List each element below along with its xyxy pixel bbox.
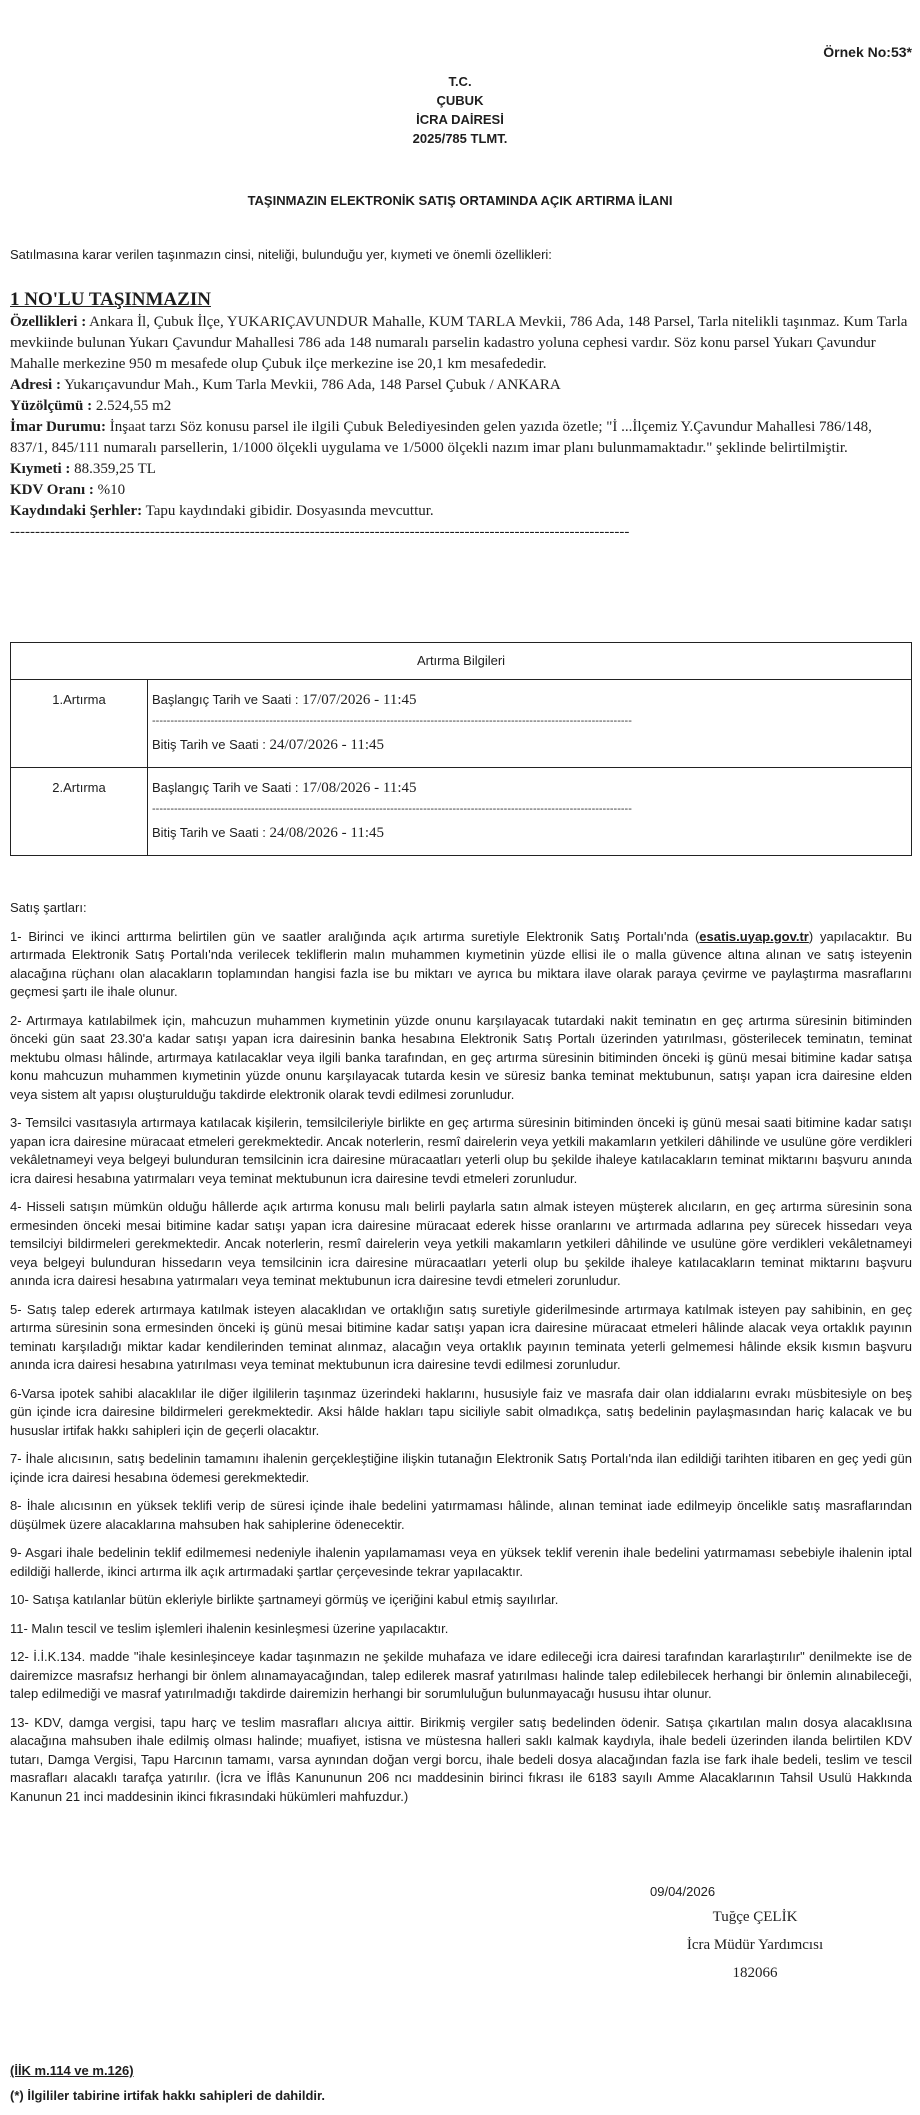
auction-start-value: 17/07/2026 - 11:45	[302, 692, 417, 708]
auction-end-label: Bitiş Tarih ve Saati :	[152, 825, 266, 840]
property-zoning	[10, 417, 912, 459]
footer-notes	[10, 2058, 325, 2108]
esatis-link[interactable]: esatis.uyap.gov.tr	[699, 928, 809, 944]
auction-info-table	[10, 642, 912, 856]
signer-id: 182066	[732, 1965, 778, 1981]
zoning-value: İnşaat tarzı Söz konusu parsel ile ilgili Çubuk Belediyesinden gelen yazıda özetle; "İ ...İlçemiz Y.Çavundur Mahallesi 786/148, 837/1, 845/111 numaralı parsellerin, 1/1000 ölçekli uygulama ve 1/5000 ölçekli nazım imar planı bulunmamaktadır." şeklinde belirtilmiştir.	[10, 419, 872, 456]
header-line-city: ÇUBUK	[436, 93, 484, 108]
law-reference: (İİK m.114 ve m.126)	[10, 2063, 134, 2078]
address-label: Adresi :	[10, 377, 61, 393]
condition-item: 7- İhale alıcısının, satış bedelinin tamamını ihalenin gerçekleştiğine ilişkin tutanağın Elektronik Satış Portalı'nda ilan edildiği tarihten itibaren en geç yedi gün içinde icra dairesi hesabına ödemesi gerekmektedir.	[10, 1451, 912, 1485]
auction-end-value: 24/08/2026 - 11:45	[269, 825, 384, 841]
sale-conditions-heading: Satış şartları:	[10, 900, 87, 915]
header-line-tc: T.C.	[448, 74, 472, 89]
property-annotations	[10, 501, 912, 522]
sale-conditions	[10, 899, 912, 1816]
auction-separator: -----------------------------------------------------------------------------------------------------------------------------------	[152, 715, 632, 727]
auction-row-label: 1.Artırma	[11, 680, 148, 768]
auction-row-1	[11, 680, 912, 768]
ornek-no: Örnek No:53*	[823, 44, 912, 60]
annotations-value: Tapu kaydındaki gibidir. Dosyasında mevcuttur.	[145, 503, 434, 519]
condition-item: 2- Artırmaya katılabilmek için, mahcuzun muhammen kıymetinin yüzde onunu karşılayacak tutardaki nakit teminatın en geç artırma süresinin bitiminden önceki gün saat 23.30'a kadar satışı yapan icra dairesinin banka hesabına Elektronik Satış Portalı üzerinden yatırılması, gösterilecek teminatın, teminat mektubu olması hâlinde, artırmaya katılacaklar veya ilgili banka tarafından, en geç artırma süresinin bitiminden önceki iş günü mesai bitimine kadar satışa konu mahcuzun muhammen kıymetinin yüzde onunu karşılayacak tutarda kesin ve süresiz banka teminat mektubunun, satışı yapan icra dairesine elden veya sistem alt yapısı oluşturulduğu takdirde elektronik olarak tevdi edilmesi zorunludur.	[10, 1012, 912, 1102]
condition-item	[10, 928, 912, 1002]
auction-end-value: 24/07/2026 - 11:45	[269, 737, 384, 753]
signer-name: Tuğçe ÇELİK	[712, 1909, 798, 1925]
value-amount: 88.359,25 TL	[74, 461, 156, 477]
auction-row-detail	[148, 768, 912, 856]
condition-item: 5- Satış talep ederek artırmaya katılmak isteyen alacaklıdan ve ortaklığın satış suretiyle giderilmesinde artırmaya katılmak isteyen pay sahibinin, en geç artırma süresinin sona ermesinden önceki iş günü mesai bitimine kadar satışı yapan icra dairesine müracaat etmeleri hâlinde alacak veya ortaklık payının teminatı karşıladığı miktar kadar kendilerinden teminat alınmaz, alacağın veya ortaklık payının teminata yeterli gelmemesi hâlinde eksik kısmın başvuru anında icra dairesi hesabına yatırılması veya teminat mektubunun icra dairesine tevdi edilmesi zorunludur.	[10, 1301, 912, 1372]
condition-item: 4- Hisseli satışın mümkün olduğu hâllerde açık artırma konusu malı belirli paylarla satın almak isteyen müşterek alıcıların, en geç artırma süresinin sona ermesinden önceki mesai bitimine kadar satışı yapan icra dairesine müracaat ederek hisse oranlarını ve artırmada adlarına pey sürecek hissedarı veya temsilciyi bildirmeleri gerekmektedir. Ancak noterlerin, resmî dairelerin veya yetkili makamların yetkileri dâhilinde ve usulüne göre verdikleri vekâletnameyi veya belgeyi bulunduran hissedarın veya temsilcinin icra dairesine müracaatları yeterli olup bu şekilde ihaleye katılacakların teminat miktarını başvuru anında icra dairesi hesabına yatırmaları veya teminat mektubunun icra dairesine tevdi etmeleri zorunludur.	[10, 1199, 912, 1288]
ilan-title: TAŞINMAZIN ELEKTRONİK SATIŞ ORTAMINDA AÇIK ARTIRMA İLANI	[247, 193, 673, 208]
property-value	[10, 459, 912, 480]
property-vat	[10, 480, 912, 501]
vat-value: %10	[97, 482, 126, 498]
auction-start	[152, 780, 907, 798]
property-area	[10, 396, 912, 417]
features-value: Ankara İl, Çubuk İlçe, YUKARIÇAVUNDUR Mahalle, KUM TARLA Mevkii, 786 Ada, 148 Parsel, Tarla nitelikli taşınmaz. Kum Tarla mevkiinde bulunan Yukarı Çavundur Mahallesi 786 ada 148 numaralı parselin kadastro yoluna cephesi vardır. Söz konu parsel Yukarı Çavundur Mahalle merkezine 950 m mesafede olup Çubuk ilçe merkezine ise 20,1 km mesafededir.	[10, 314, 908, 372]
auction-start-value: 17/08/2026 - 11:45	[302, 780, 417, 796]
auction-end	[152, 737, 907, 755]
condition-1-pre: 1- Birinci ve ikinci arttırma belirtilen gün ve saatler aralığında açık artırma suretiyle Elektronik Satış Portalı'nda (	[10, 928, 700, 944]
auction-row-2	[11, 768, 912, 856]
condition-1-post: ) yapılacaktır. Bu artırmada Elektronik Satış Portalı'nda verilecek tekliflerin malın muhammen kıymetinin yüzde ellisi ile o malla güvence altına alınan ve satış isteyenin alacağına rüçhanı olan alacakların toplamından hangisi fazla ise bu miktarı ve ayrıca bu miktara ilave olarak paraya çevirme ve paylaştırma masraflarını geçmesi şartı ile ihale olunur.	[10, 928, 912, 999]
condition-item: 11- Malın tescil ve teslim işlemleri ihalenin kesinleşmesi üzerine yapılacaktır.	[10, 1620, 449, 1636]
property-features	[10, 312, 912, 375]
address-value: Yukarıçavundur Mah., Kum Tarla Mevkii, 786 Ada, 148 Parsel Çubuk / ANKARA	[64, 377, 561, 393]
condition-item: 9- Asgari ihale bedelinin teklif edilmemesi nedeniyle ihalenin yapılamaması veya en yüksek teklif verenin ihale bedelini yatırmaması sebebiyle ihalenin iptal edildiği hallerde, ikinci artırma ilk açık artırmadaki şartlar çerçevesinde tekrar yapılacaktır.	[10, 1545, 912, 1579]
annotations-label: Kaydındaki Şerhler:	[10, 503, 143, 519]
intro-text: Satılmasına karar verilen taşınmazın cinsi, niteliği, bulunduğu yer, kıymeti ve önemli özellikleri:	[10, 247, 552, 262]
auction-end-label: Bitiş Tarih ve Saati :	[152, 737, 266, 752]
property-section	[10, 288, 912, 543]
auction-table-caption: Artırma Bilgileri	[11, 643, 912, 680]
condition-item: 10- Satışa katılanlar bütün ekleriyle birlikte şartnameyi görmüş ve içeriğini kabul etmiş sayılırlar.	[10, 1592, 559, 1607]
document-header	[0, 72, 920, 148]
signer-title: İcra Müdür Yardımcısı	[686, 1937, 824, 1953]
signature-block	[600, 1881, 910, 1987]
condition-item: 8- İhale alıcısının en yüksek teklifi verip de süresi içinde ihale bedelini yatırmaması hâlinde, alınan teminat iade edilmeyip öncelikle satış masraflarından düşülmek üzere alacaklarına mahsuben hak sahiplerine ödenecektir.	[10, 1498, 912, 1532]
condition-item: 12- İ.İ.K.134. madde "ihale kesinleşinceye kadar taşınmazın ne şekilde muhafaza ve idare edileceği icra dairesi tarafından kararlaştırılır" denilmekte ise de dairemizce masrafsız herhangi bir önlem alınamayacağından, talep edilerek masraf yatırılması halinde talep edilebilecek herhangi bir önlemin alınabileceği, talep edilmediği ve masraf yatırılmadığı takdirde dairemizin herhangi bir sorumluluğun bulunmayacağı hususu ihtar olunur.	[10, 1649, 912, 1701]
auction-end	[152, 825, 907, 843]
sign-date: 09/04/2026	[650, 1884, 716, 1899]
auction-row-detail	[148, 680, 912, 768]
auction-start	[152, 692, 907, 710]
condition-item: 3- Temsilci vasıtasıyla artırmaya katılacak kişilerin, temsilcileriyle birlikte en geç artırma süresinin bitiminden önceki iş günü mesai saati bitimine kadar satışı yapan icra dairesine müracaat etmeleri gerekmektedir. Ancak noterlerin, resmî dairelerin veya yetkili makamların yetkileri dâhilinde ve usulüne göre verdikleri vekâletnameyi veya belgeyi bulunduran temsilcinin icra dairesine müracaatları yeterli olup bu şekilde ihaleye katılacakların teminat miktarını başvuru anında icra dairesi hesabına yatırmaları veya teminat mektubunun icra dairesine tevdi etmeleri zorunludur.	[10, 1115, 912, 1186]
condition-item: 6-Varsa ipotek sahibi alacaklılar ile diğer ilgililerin taşınmaz üzerindeki haklarını, hususiyle faiz ve masrafa dair olan iddialarını evrakı müsbitesiyle on beş gün içinde icra dairesine bildirmeleri gerekmektedir. Aksi hâlde hakları tapu siciliyle sabit olmadıkça, satış bedelinin paylaşmasından hariç kalacak ve bu hususlar irtifak hakkı sahipleri için de geçerli olacaktır.	[10, 1385, 912, 1438]
area-value: 2.524,55 m2	[95, 398, 172, 414]
features-label: Özellikleri :	[10, 314, 87, 330]
auction-start-label: Başlangıç Tarih ve Saati :	[152, 692, 299, 707]
property-title: 1 NO'LU TAŞINMAZIN	[10, 289, 211, 310]
property-address	[10, 375, 912, 396]
condition-item: 13- KDV, damga vergisi, tapu harç ve teslim masrafları alıcıya aittir. Birikmiş vergiler satış bedelinden ödenir. Satışa çıkartılan malın dosya alacaklısına alacağına mahsuben ihale edilmiş olması halinde; muafiyet, istisna ve müstesna halleri saklı kalmak kaydıyla, ihale bedeli üzerinden ilanda belirtilen KDV tutarı, Damga Vergisi, Tapu Harcının tamamı, varsa aynından doğan vergi borcu, ihale bedeli dosya alacağından fazla ise fark ihale bedeli, teslim ve tescil masrafları alacaklı tarafça yatırılır. (İcra ve İflâs Kanununun 206 ncı maddesinin birinci fıkrası ile 6183 sayılı Amme Alacaklarının Tahsil Usulü Hakkında Kanunun 21 inci maddesinin ikinci fıkrasındaki hükümleri mahfuzdur.)	[10, 1714, 912, 1804]
area-label: Yüzölçümü :	[10, 398, 93, 414]
header-line-file-no: 2025/785 TLMT.	[412, 131, 508, 146]
value-label: Kıymeti :	[10, 461, 71, 477]
property-divider: ----------------------------------------------------------------------------------------------------------------------------	[10, 524, 630, 540]
footnote: (*) İlgililer tabirine irtifak hakkı sahipleri de dahildir.	[10, 2088, 325, 2103]
vat-label: KDV Oranı :	[10, 482, 94, 498]
auction-start-label: Başlangıç Tarih ve Saati :	[152, 780, 299, 795]
header-line-office: İCRA DAİRESİ	[416, 112, 504, 127]
auction-row-label: 2.Artırma	[11, 768, 148, 856]
zoning-label: İmar Durumu:	[10, 419, 106, 435]
auction-separator: -----------------------------------------------------------------------------------------------------------------------------------	[152, 803, 632, 815]
